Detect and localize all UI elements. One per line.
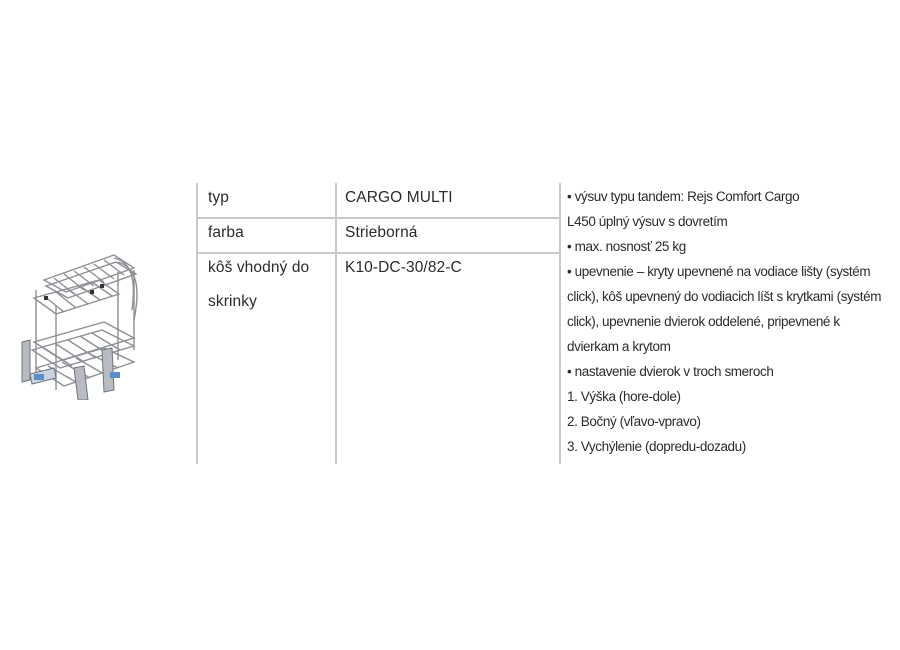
spec-value-cabinet: K10-DC-30/82-C [345,259,462,276]
spec-label-color: farba [208,224,244,241]
note-line: 3. Vychýlenie (dopredu-dozadu) [567,439,746,454]
note-line: • nastavenie dvierok v troch smeroch [567,364,774,379]
spec-label-cabinet-line2: skrinky [208,293,257,310]
note-line: click), kôš upevnený do vodiacich líšt s krytkami (systém [567,289,882,304]
note-line: click), upevnenie dvierok oddelené, pripevnené k [567,314,840,329]
note-line: L450 úplný výsuv s dovretím [567,214,728,229]
spec-value-color: Strieborná [345,224,418,241]
note-line: • výsuv typu tandem: Rejs Comfort Cargo [567,189,800,204]
table-border-right [559,183,561,464]
note-line: 2. Bočný (vľavo-vpravo) [567,414,701,429]
table-row-divider [196,252,561,254]
table-row-divider [196,217,561,219]
spec-value-type: CARGO MULTI [345,189,453,206]
note-line: dvierkam a krytom [567,339,671,354]
spec-label-cabinet-line1: kôš vhodný do [208,259,310,276]
spec-table [196,183,561,466]
spec-label-type: typ [208,189,229,206]
feature-notes [567,184,899,459]
note-line: • upevnenie – kryty upevnené na vodiace lišty (systém [567,264,871,279]
table-column-divider [335,183,337,464]
note-line: 1. Výška (hore-dole) [567,389,681,404]
cargo-basket-illustration [14,250,164,400]
product-image [14,250,164,400]
table-border-left [196,183,198,464]
note-line: • max. nosnosť 25 kg [567,239,686,254]
